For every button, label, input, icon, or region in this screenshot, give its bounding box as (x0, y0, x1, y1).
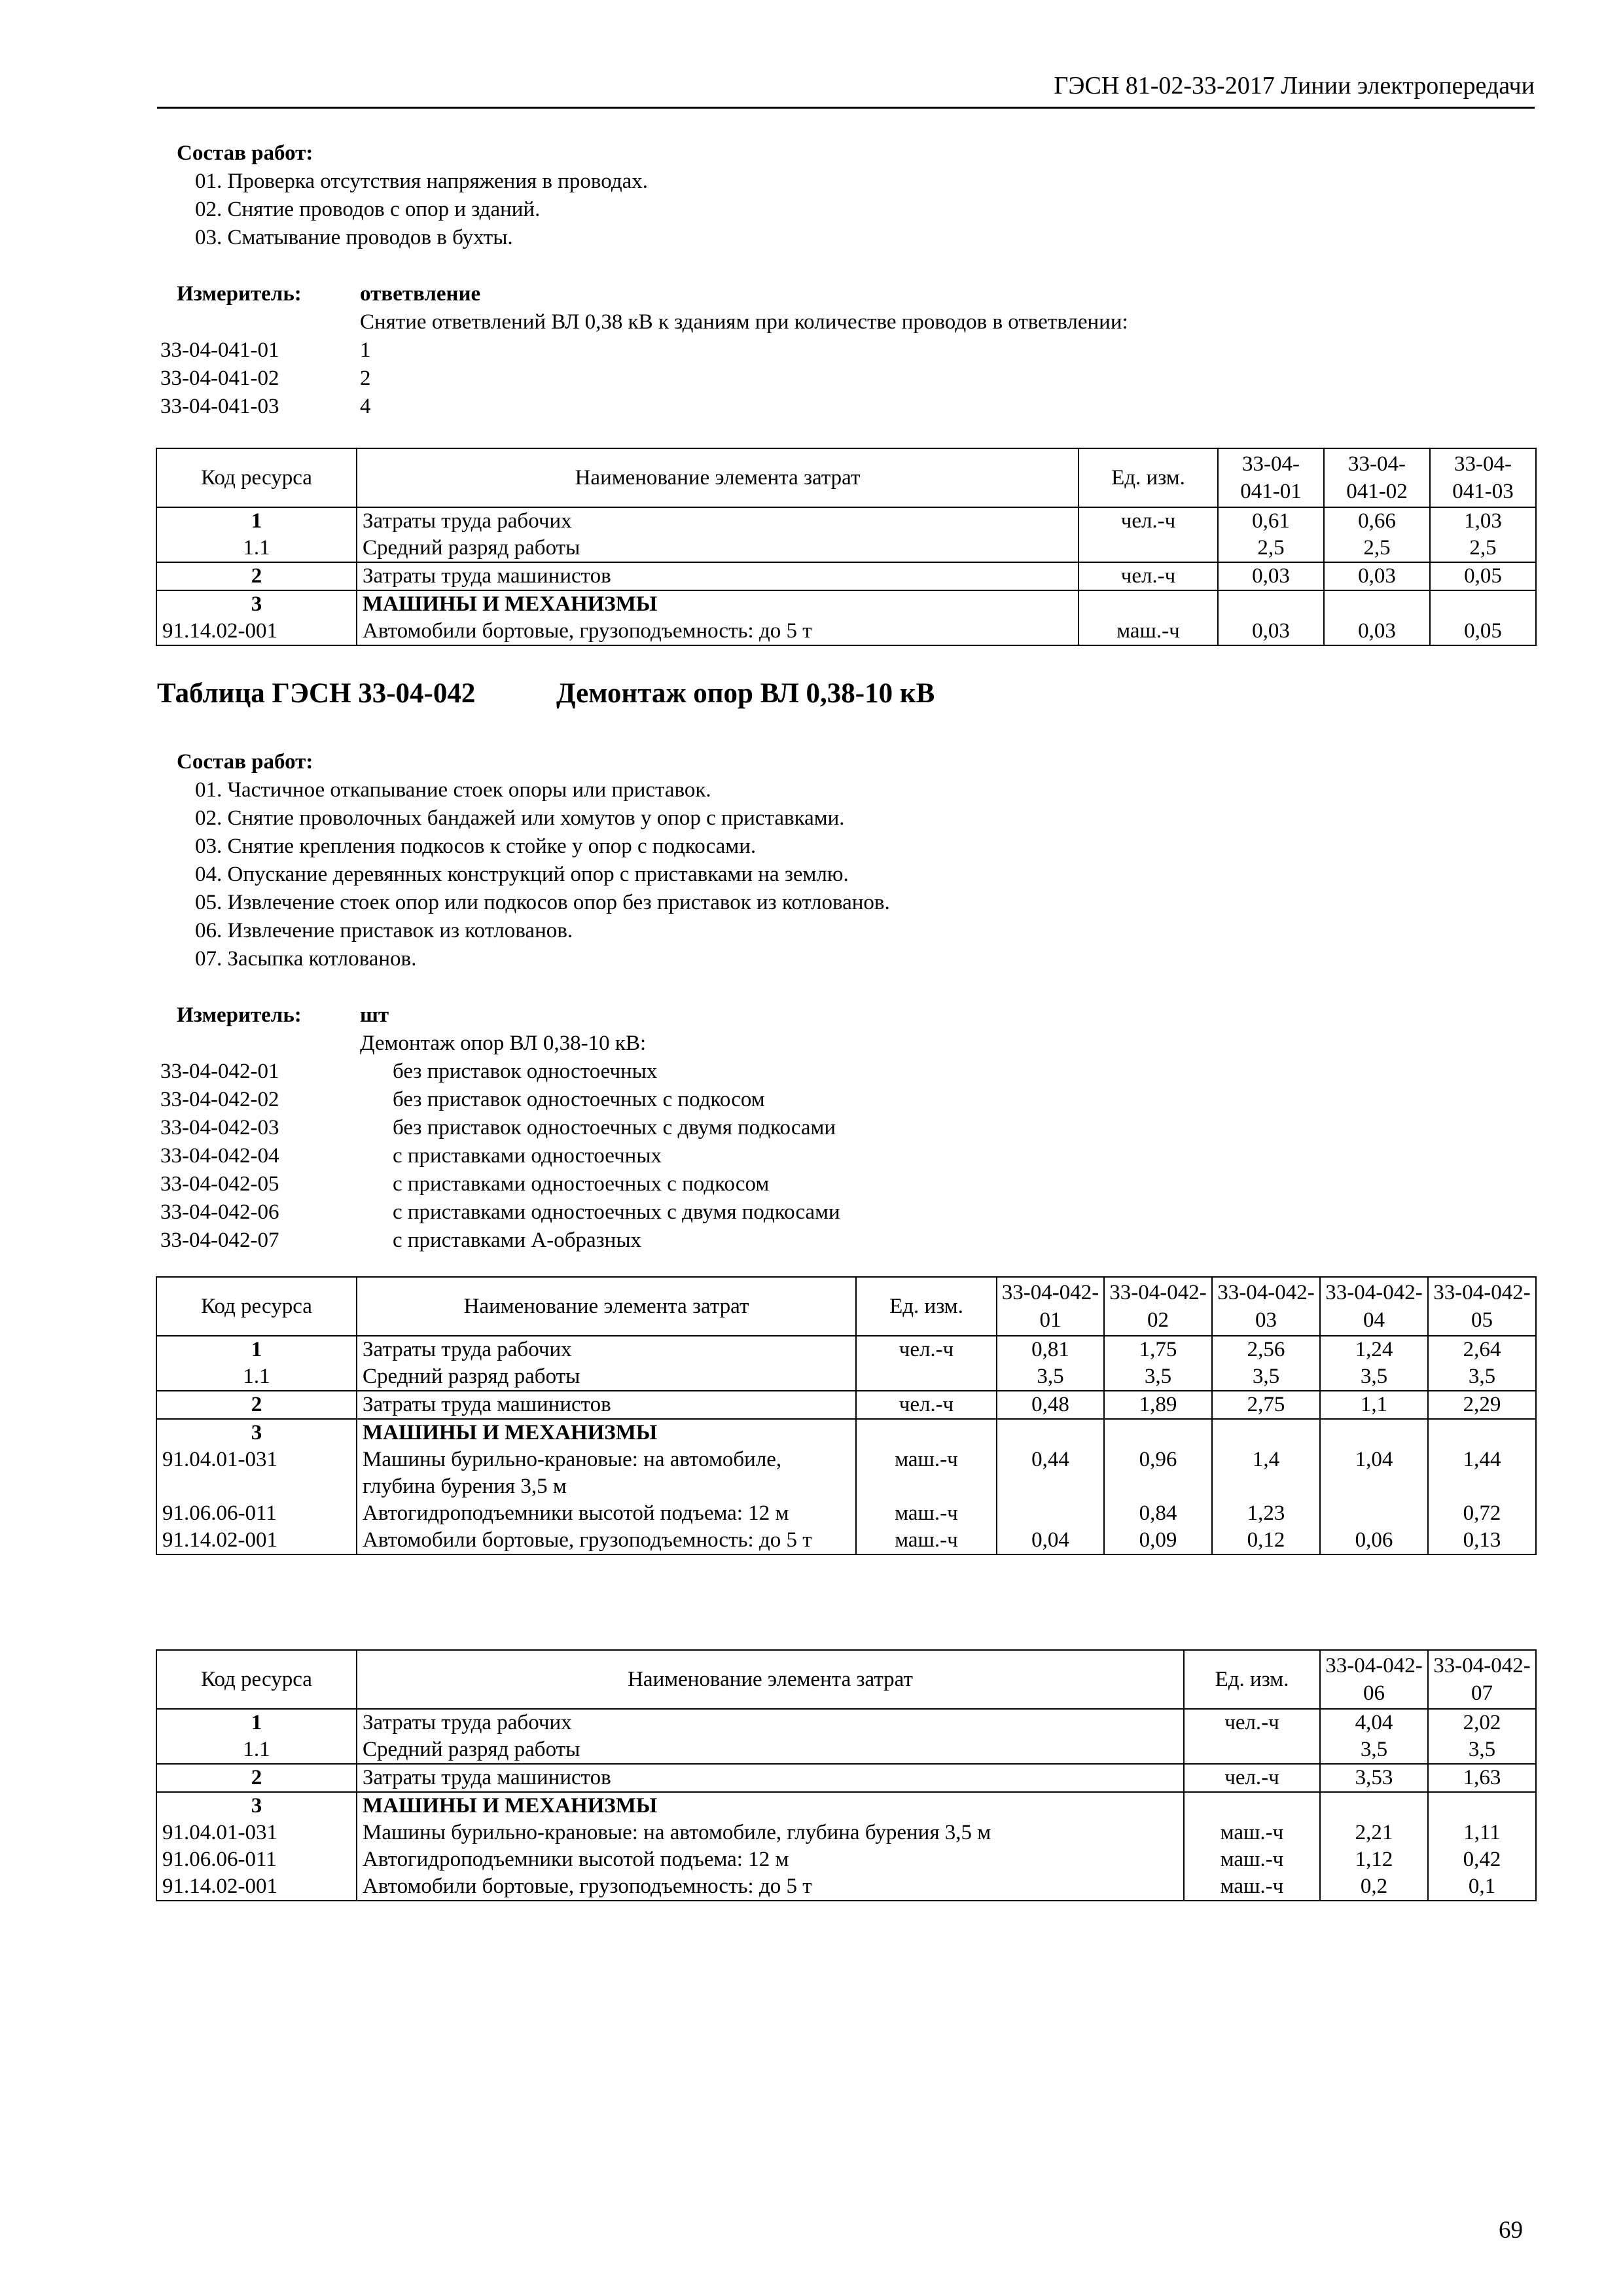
norm-desc: с приставками одностоечных с двумя подкосами (393, 1200, 840, 1224)
cell-unit: чел.-ч (1079, 562, 1218, 590)
works-title: Состав работ: (177, 141, 313, 165)
cell-resource-code: 3 (156, 1419, 357, 1446)
meter-value: ответвление (360, 282, 481, 306)
cell-value: 1,4 (1212, 1446, 1320, 1500)
work-item: 03. Снятие крепления подкосов к стойке у опор с подкосами. (195, 834, 757, 858)
cell-value: 0,42 (1428, 1846, 1536, 1873)
code-row (160, 1170, 840, 1198)
cell-value: 1,44 (1428, 1446, 1536, 1500)
cell-value: 2,29 (1428, 1391, 1536, 1419)
cell-value (1104, 1419, 1212, 1446)
cell-unit: чел.-ч (856, 1336, 997, 1363)
cell-value: 3,5 (1320, 1736, 1428, 1764)
col-header-norm: 33-04-041-01 (1218, 448, 1324, 507)
works-title: Состав работ: (177, 750, 313, 774)
cell-element-name: Затраты труда машинистов (357, 1391, 856, 1419)
table-row (156, 1446, 1536, 1500)
cell-value: 1,1 (1320, 1391, 1428, 1419)
cell-resource-code: 3 (156, 1792, 357, 1820)
code-row (160, 336, 371, 365)
cell-value: 0,05 (1430, 618, 1536, 645)
code-row (160, 365, 371, 393)
norm-code: 33-04-042-04 (160, 1144, 279, 1168)
cell-unit: маш.-ч (1184, 1820, 1320, 1846)
header-rule (157, 107, 1535, 109)
cell-value (1428, 1792, 1536, 1820)
works-list-041 (177, 139, 648, 252)
cell-element-name: Средний разряд работы (357, 1363, 856, 1391)
cell-unit: маш.-ч (856, 1500, 997, 1527)
cell-value: 0,2 (1320, 1873, 1428, 1901)
cell-value: 0,84 (1104, 1500, 1212, 1527)
table-row (156, 618, 1536, 645)
cell-value: 0,96 (1104, 1446, 1212, 1500)
cell-resource-code: 91.06.06-011 (156, 1846, 357, 1873)
cell-value: 0,04 (997, 1527, 1104, 1554)
cell-element-name: Затраты труда машинистов (357, 1764, 1184, 1792)
cell-value: 0,48 (997, 1391, 1104, 1419)
col-header-norm: 33-04-041-02 (1324, 448, 1430, 507)
table-row (156, 1820, 1536, 1846)
norm-desc: с приставками одностоечных (393, 1144, 662, 1168)
cell-value (997, 1419, 1104, 1446)
cell-unit (1079, 590, 1218, 618)
cell-value: 3,5 (997, 1363, 1104, 1391)
col-header-norm: 33-04-042-06 (1320, 1650, 1428, 1709)
cell-value: 2,5 (1430, 535, 1536, 562)
col-header-unit: Ед. изм. (1079, 448, 1218, 507)
cell-resource-code: 91.04.01-031 (156, 1446, 357, 1500)
table-row (156, 1527, 1536, 1554)
code-row (160, 1058, 840, 1086)
cell-element-name: Автогидроподъемники высотой подъема: 12 м (357, 1846, 1184, 1873)
code-row (160, 1198, 840, 1227)
norm-desc: 1 (360, 338, 371, 362)
cell-value: 0,03 (1324, 618, 1430, 645)
cell-value (1320, 1792, 1428, 1820)
cell-value: 2,56 (1212, 1336, 1320, 1363)
cell-resource-code: 2 (156, 1764, 357, 1792)
col-header-name: Наименование элемента затрат (357, 1650, 1184, 1709)
cell-value: 1,23 (1212, 1500, 1320, 1527)
cell-value: 3,5 (1320, 1363, 1428, 1391)
table-row (156, 1873, 1536, 1901)
code-row (160, 1227, 840, 1255)
cell-value: 3,5 (1428, 1736, 1536, 1764)
cell-value: 0,81 (997, 1336, 1104, 1363)
cell-value: 2,75 (1212, 1391, 1320, 1419)
cell-value (1320, 1500, 1428, 1527)
resource-table-041 (156, 448, 1537, 646)
cell-element-name: МАШИНЫ И МЕХАНИЗМЫ (357, 1792, 1184, 1820)
norm-code: 33-04-042-01 (160, 1060, 279, 1083)
cell-unit: маш.-ч (1184, 1873, 1320, 1901)
cell-element-name: Машины бурильно-крановые: на автомобиле, глубина бурения 3,5 м (357, 1820, 1184, 1846)
cell-element-name: Автогидроподъемники высотой подъема: 12 м (357, 1500, 856, 1527)
cell-resource-code: 1 (156, 1709, 357, 1736)
cell-value: 0,03 (1324, 562, 1430, 590)
cell-value (1320, 1419, 1428, 1446)
code-row (160, 1142, 840, 1170)
cell-value: 2,5 (1218, 535, 1324, 562)
table-name: Демонтаж опор ВЛ 0,38-10 кВ (556, 678, 935, 709)
table-row (156, 590, 1536, 618)
cell-resource-code: 2 (156, 1391, 357, 1419)
cell-element-name: Автомобили бортовые, грузоподъемность: до 5 т (357, 1527, 856, 1554)
page-number: 69 (1499, 2217, 1523, 2244)
norm-desc: без приставок одностоечных с двумя подкосами (393, 1116, 836, 1139)
cell-unit (1184, 1792, 1320, 1820)
col-header-norm: 33-04-042-04 (1320, 1277, 1428, 1336)
cell-value: 0,06 (1320, 1527, 1428, 1554)
cell-value (1324, 590, 1430, 618)
cell-value (1212, 1419, 1320, 1446)
cell-value (1430, 590, 1536, 618)
resource-table-042-b (156, 1649, 1537, 1901)
work-item: 04. Опускание деревянных конструкций опор с приставками на землю. (195, 863, 849, 886)
cell-element-name: Средний разряд работы (357, 535, 1079, 562)
cell-value: 1,11 (1428, 1820, 1536, 1846)
col-header-norm: 33-04-042-05 (1428, 1277, 1536, 1336)
norm-code: 33-04-042-06 (160, 1200, 279, 1224)
meter-label: Измеритель: (177, 1003, 302, 1027)
cell-unit (1079, 535, 1218, 562)
table-row (156, 535, 1536, 562)
cell-unit: маш.-ч (856, 1527, 997, 1554)
col-header-code: Код ресурса (156, 1277, 357, 1336)
cell-value: 3,5 (1212, 1363, 1320, 1391)
cell-unit (856, 1363, 997, 1391)
cell-value (997, 1500, 1104, 1527)
cell-resource-code: 91.14.02-001 (156, 618, 357, 645)
code-row (160, 393, 371, 421)
cell-value: 1,63 (1428, 1764, 1536, 1792)
running-header: ГЭСН 81-02-33-2017 Линии электропередачи (1054, 72, 1535, 99)
cell-value: 3,5 (1428, 1363, 1536, 1391)
table-title (157, 677, 935, 709)
cell-resource-code: 1 (156, 1336, 357, 1363)
col-header-name: Наименование элемента затрат (357, 448, 1079, 507)
cell-value: 0,72 (1428, 1500, 1536, 1527)
col-header-norm: 33-04-042-02 (1104, 1277, 1212, 1336)
work-item: 03. Сматывание проводов в бухты. (195, 226, 513, 249)
cell-resource-code: 91.14.02-001 (156, 1527, 357, 1554)
meter-description: Демонтаж опор ВЛ 0,38-10 кВ: (360, 1031, 647, 1055)
table-row (156, 1391, 1536, 1419)
norm-code: 33-04-042-07 (160, 1229, 279, 1252)
cell-resource-code: 1 (156, 507, 357, 535)
cell-value: 1,89 (1104, 1391, 1212, 1419)
norm-code: 33-04-041-01 (160, 338, 279, 362)
work-item: 02. Снятие проводов с опор и зданий. (195, 198, 541, 221)
norm-code: 33-04-042-05 (160, 1172, 279, 1196)
cell-element-name: МАШИНЫ И МЕХАНИЗМЫ (357, 590, 1079, 618)
col-header-norm: 33-04-042-01 (997, 1277, 1104, 1336)
cell-resource-code: 1.1 (156, 535, 357, 562)
table-row (156, 1709, 1536, 1736)
norm-desc: 2 (360, 367, 371, 390)
cell-element-name: МАШИНЫ И МЕХАНИЗМЫ (357, 1419, 856, 1446)
meter-value: шт (360, 1003, 389, 1027)
cell-unit: чел.-ч (1184, 1709, 1320, 1736)
code-list-042 (160, 1058, 840, 1255)
cell-unit: маш.-ч (1079, 618, 1218, 645)
meter-description: Снятие ответвлений ВЛ 0,38 кВ к зданиям при количестве проводов в ответвлении: (360, 310, 1128, 334)
cell-unit (856, 1419, 997, 1446)
norm-code: 33-04-041-02 (160, 367, 279, 390)
norm-desc: без приставок одностоечных (393, 1060, 658, 1083)
cell-resource-code: 3 (156, 590, 357, 618)
cell-value: 0,44 (997, 1446, 1104, 1500)
norm-code: 33-04-042-02 (160, 1088, 279, 1111)
col-header-norm: 33-04-042-07 (1428, 1650, 1536, 1709)
table-row (156, 562, 1536, 590)
cell-value: 0,13 (1428, 1527, 1536, 1554)
cell-value: 2,64 (1428, 1336, 1536, 1363)
table-row (156, 1736, 1536, 1764)
cell-value: 3,5 (1104, 1363, 1212, 1391)
cell-resource-code: 1.1 (156, 1736, 357, 1764)
work-item: 07. Засыпка котлованов. (195, 947, 417, 971)
cell-value: 4,04 (1320, 1709, 1428, 1736)
cell-element-name: Средний разряд работы (357, 1736, 1184, 1764)
cell-element-name: Затраты труда рабочих (357, 507, 1079, 535)
cell-unit (1184, 1736, 1320, 1764)
cell-resource-code: 91.04.01-031 (156, 1820, 357, 1846)
cell-value: 0,09 (1104, 1527, 1212, 1554)
meter-label: Измеритель: (177, 282, 302, 306)
cell-resource-code: 1.1 (156, 1363, 357, 1391)
table-number: Таблица ГЭСН 33-04-042 (157, 678, 476, 709)
cell-value: 0,1 (1428, 1873, 1536, 1901)
cell-value: 1,24 (1320, 1336, 1428, 1363)
cell-value: 0,61 (1218, 507, 1324, 535)
cell-value: 0,12 (1212, 1527, 1320, 1554)
col-header-unit: Ед. изм. (856, 1277, 997, 1336)
cell-unit: чел.-ч (1079, 507, 1218, 535)
cell-unit: маш.-ч (1184, 1846, 1320, 1873)
col-header-norm: 33-04-042-03 (1212, 1277, 1320, 1336)
work-item: 01. Частичное откапывание стоек опоры или приставок. (195, 778, 711, 802)
cell-element-name: Автомобили бортовые, грузоподъемность: до 5 т (357, 1873, 1184, 1901)
cell-resource-code: 91.06.06-011 (156, 1500, 357, 1527)
cell-value: 0,05 (1430, 562, 1536, 590)
cell-element-name: Машины бурильно-крановые: на автомобиле, глубина бурения 3,5 м (357, 1446, 856, 1500)
cell-unit: чел.-ч (1184, 1764, 1320, 1792)
cell-value (1428, 1419, 1536, 1446)
norm-desc: 4 (360, 395, 371, 418)
cell-value (1218, 590, 1324, 618)
norm-code: 33-04-042-03 (160, 1116, 279, 1139)
cell-element-name: Автомобили бортовые, грузоподъемность: до 5 т (357, 618, 1079, 645)
cell-value: 1,75 (1104, 1336, 1212, 1363)
table-row (156, 1336, 1536, 1363)
table-row (156, 1419, 1536, 1446)
cell-value: 1,04 (1320, 1446, 1428, 1500)
code-list-041 (160, 336, 371, 421)
resource-table-042-a (156, 1276, 1537, 1555)
col-header-unit: Ед. изм. (1184, 1650, 1320, 1709)
table-row (156, 1846, 1536, 1873)
cell-value: 2,02 (1428, 1709, 1536, 1736)
cell-value: 0,03 (1218, 562, 1324, 590)
cell-value: 0,03 (1218, 618, 1324, 645)
cell-value: 2,21 (1320, 1820, 1428, 1846)
cell-element-name: Затраты труда рабочих (357, 1709, 1184, 1736)
cell-value: 2,5 (1324, 535, 1430, 562)
code-row (160, 1086, 840, 1114)
cell-value: 1,03 (1430, 507, 1536, 535)
table-row (156, 1792, 1536, 1820)
work-item: 01. Проверка отсутствия напряжения в проводах. (195, 170, 649, 193)
cell-value: 0,66 (1324, 507, 1430, 535)
work-item: 02. Снятие проволочных бандажей или хомутов у опор с приставками. (195, 806, 845, 830)
cell-unit: маш.-ч (856, 1446, 997, 1500)
col-header-code: Код ресурса (156, 1650, 357, 1709)
cell-element-name: Затраты труда рабочих (357, 1336, 856, 1363)
work-item: 06. Извлечение приставок из котлованов. (195, 919, 573, 942)
norm-desc: с приставками А-образных (393, 1229, 642, 1252)
table-row (156, 507, 1536, 535)
code-row (160, 1114, 840, 1142)
works-list-042 (177, 748, 890, 973)
cell-element-name: Затраты труда машинистов (357, 562, 1079, 590)
work-item: 05. Извлечение стоек опор или подкосов опор без приставок из котлованов. (195, 891, 890, 914)
table-row (156, 1764, 1536, 1792)
cell-resource-code: 91.14.02-001 (156, 1873, 357, 1901)
col-header-norm: 33-04-041-03 (1430, 448, 1536, 507)
cell-value: 3,53 (1320, 1764, 1428, 1792)
col-header-code: Код ресурса (156, 448, 357, 507)
norm-desc: с приставками одностоечных с подкосом (393, 1172, 770, 1196)
cell-value: 1,12 (1320, 1846, 1428, 1873)
cell-unit: чел.-ч (856, 1391, 997, 1419)
table-row (156, 1500, 1536, 1527)
norm-code: 33-04-041-03 (160, 395, 279, 418)
norm-desc: без приставок одностоечных с подкосом (393, 1088, 765, 1111)
col-header-name: Наименование элемента затрат (357, 1277, 856, 1336)
table-row (156, 1363, 1536, 1391)
cell-resource-code: 2 (156, 562, 357, 590)
